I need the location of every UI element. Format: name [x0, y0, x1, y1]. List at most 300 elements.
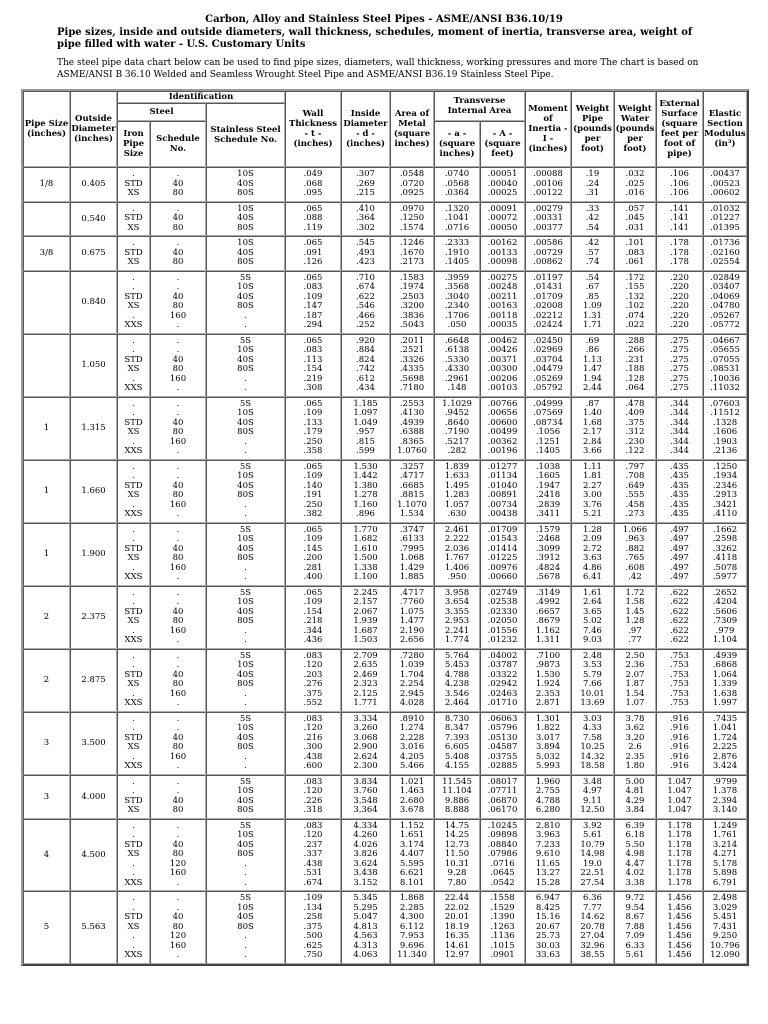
cell-weight-water-value: 4.98 — [625, 849, 645, 859]
cell-weight-pipe-value: 2.84 — [583, 436, 602, 447]
cell-section-modulus — [703, 775, 747, 819]
cell-wall-thickness-value: .187 — [303, 310, 323, 321]
cell-internal-area-sq-in-value: .1320 — [444, 203, 470, 214]
cell-wall-thickness-value: .065 — [303, 461, 323, 472]
cell-moment-inertia-value: .9873 — [535, 660, 561, 670]
cell-schedule-no-value: . — [176, 660, 180, 670]
cell-internal-area-sq-in-value: 3.958 — [444, 587, 470, 598]
cell-inside-diameter — [341, 397, 390, 460]
cell-wall-thickness — [285, 775, 341, 819]
cell-section-modulus-value: .2913 — [712, 490, 738, 500]
cell-section-modulus — [703, 271, 747, 334]
cell-moment-inertia-value: 25.73 — [535, 931, 561, 941]
cell-moment-inertia-value: 1.311 — [535, 635, 561, 645]
cell-weight-pipe — [571, 334, 614, 397]
cell-external-surface — [656, 649, 703, 712]
cell-inside-diameter-value: .307 — [356, 169, 375, 179]
cell-weight-pipe — [571, 775, 614, 819]
cell-weight-pipe-value: 1.40 — [583, 408, 602, 418]
cell-schedule-no-value: 80 — [172, 921, 184, 932]
cell-wall-thickness-value: .140 — [303, 480, 323, 491]
cell-inside-diameter-value: .546 — [356, 301, 375, 311]
cell-section-modulus-value: 4.271 — [712, 849, 738, 859]
cell-iron-pipe-size-value: STD — [124, 178, 143, 189]
cell-wall-thickness-value: .083 — [303, 345, 323, 355]
cell-stainless-schedule-value: 10S — [237, 345, 254, 355]
cell-inside-diameter-value: .674 — [356, 282, 375, 292]
cell-schedule-no-value: . — [176, 471, 180, 481]
cell-moment-inertia-value: .00088 — [533, 169, 563, 179]
cell-section-modulus — [703, 819, 747, 892]
cell-weight-pipe — [571, 271, 614, 334]
cell-iron-pipe-size-value: XS — [127, 427, 140, 437]
cell-inside-diameter — [341, 819, 390, 892]
cell-inside-diameter-value: 1.278 — [353, 490, 378, 500]
cell-iron-pipe-size — [117, 271, 150, 334]
cell-wall-thickness-value: .203 — [303, 669, 323, 680]
cell-section-modulus-value: .7309 — [712, 616, 738, 626]
cell-internal-area-sq-in — [434, 523, 480, 586]
cell-iron-pipe-size-value: XS — [127, 364, 140, 374]
cell-metal-area-value: .2521 — [399, 345, 425, 355]
cell-internal-area-sq-in-value: 2.036 — [444, 543, 470, 554]
cell-weight-pipe-value: 2.09 — [583, 534, 602, 544]
cell-section-modulus — [703, 397, 747, 460]
cell-metal-area-value: 1.885 — [399, 572, 425, 582]
cell-external-surface-value: .344 — [670, 446, 689, 456]
cell-internal-area-sq-ft — [480, 819, 525, 892]
cell-weight-water-value: .231 — [625, 354, 645, 365]
cell-moment-inertia — [525, 775, 571, 819]
cell-wall-thickness-value: .065 — [303, 238, 323, 248]
cell-wall-thickness — [285, 236, 341, 271]
cell-stainless-schedule-value: 40S — [237, 606, 254, 617]
cell-external-surface-value: .275 — [670, 383, 689, 393]
cell-metal-area-value: 4.205 — [399, 751, 425, 762]
cell-wall-thickness-value: .375 — [303, 688, 323, 699]
cell-metal-area-value: 5.595 — [399, 858, 425, 869]
cell-internal-area-sq-ft-value: .00051 — [487, 169, 518, 179]
cell-internal-area-sq-ft-value: .00035 — [487, 320, 518, 330]
cell-internal-area-sq-in-value: 1.767 — [444, 553, 470, 563]
cell-metal-area-value: 2.254 — [399, 679, 425, 689]
cell-stainless-schedule-value: 10S — [237, 534, 254, 544]
cell-external-surface-value: 1.178 — [667, 839, 692, 850]
cell-inside-diameter-value: 2.245 — [353, 587, 378, 598]
cell-metal-area-value: 2.945 — [399, 688, 425, 699]
cell-weight-pipe-value: 6.41 — [583, 572, 602, 582]
cell-internal-area-sq-ft-value: .10245 — [487, 820, 518, 831]
cell-internal-area-sq-in-value: 14.61 — [444, 940, 470, 951]
cell-schedule-no-value: 160 — [169, 499, 187, 510]
header-A-square-feet: - A - (square feet) — [480, 121, 525, 167]
cell-section-modulus-value: .04069 — [710, 291, 740, 302]
cell-metal-area-value: 2.190 — [399, 625, 425, 636]
cell-inside-diameter-value: .884 — [356, 345, 375, 355]
cell-weight-water-value: 5.61 — [625, 950, 645, 960]
cell-iron-pipe-size-value: XS — [127, 188, 140, 198]
cell-inside-diameter-value: 3.364 — [353, 805, 378, 815]
cell-internal-area-sq-ft-value: .00206 — [487, 373, 518, 384]
cell-section-modulus-value: .01736 — [710, 238, 740, 248]
cell-weight-water-value: .708 — [625, 471, 645, 481]
cell-schedule-no-value: . — [176, 877, 180, 888]
cell-weight-pipe-value: .54 — [585, 222, 600, 233]
cell-external-surface-value: 1.456 — [667, 902, 692, 913]
cell-weight-water-value: .608 — [625, 562, 645, 573]
cell-weight-water-value: .083 — [625, 247, 645, 258]
cell-external-surface — [656, 271, 703, 334]
cell-internal-area-sq-ft-value: .01134 — [487, 471, 518, 481]
cell-section-modulus — [703, 891, 747, 964]
cell-schedule-no-value: . — [176, 723, 180, 733]
cell-schedule-no-value: 160 — [169, 436, 187, 447]
cell-internal-area-sq-ft — [480, 236, 525, 271]
cell-weight-water-value: .963 — [625, 534, 645, 544]
cell-iron-pipe-size-value: XS — [127, 742, 140, 752]
cell-moment-inertia-value: .00331 — [533, 213, 563, 223]
cell-inside-diameter — [341, 334, 390, 397]
cell-inside-diameter-value: 2.469 — [353, 669, 378, 680]
cell-stainless-schedule-value: 80S — [237, 616, 254, 626]
cell-internal-area-sq-ft-value: .01709 — [487, 524, 518, 535]
cell-moment-inertia-value: 1.822 — [535, 723, 561, 733]
cell-schedule-no-value: 80 — [172, 188, 184, 198]
cell-weight-water-value: .273 — [625, 509, 645, 519]
cell-internal-area-sq-in-value: .3959 — [444, 272, 470, 283]
cell-inside-diameter — [341, 891, 390, 964]
cell-internal-area-sq-ft — [480, 649, 525, 712]
cell-moment-inertia — [525, 397, 571, 460]
cell-weight-pipe-value: 4.86 — [583, 562, 602, 573]
cell-wall-thickness-value: .091 — [303, 247, 323, 258]
cell-moment-inertia — [525, 460, 571, 523]
cell-weight-pipe — [571, 523, 614, 586]
cell-wall-thickness — [285, 202, 341, 237]
cell-external-surface-value: .141 — [670, 203, 689, 214]
cell-section-modulus — [703, 523, 747, 586]
cell-moment-inertia — [525, 712, 571, 775]
table-row — [23, 523, 747, 586]
cell-internal-area-sq-ft-value: .06870 — [487, 795, 518, 806]
cell-section-modulus-value: 2.498 — [712, 893, 738, 903]
cell-metal-area-value: .5698 — [399, 373, 425, 384]
cell-internal-area-sq-in-value: 4.238 — [444, 679, 470, 689]
cell-moment-inertia-value: .05269 — [533, 373, 563, 384]
cell-internal-area-sq-ft-value: .00275 — [487, 272, 518, 283]
cell-schedule-no-value: . — [176, 893, 180, 903]
cell-moment-inertia-value: .1579 — [535, 524, 561, 535]
cell-schedule-no-value: 160 — [169, 751, 187, 762]
cell-iron-pipe-size-value: STD — [124, 213, 143, 223]
cell-external-surface-value: .435 — [670, 480, 689, 491]
cell-external-surface — [656, 202, 703, 237]
cell-iron-pipe-size-value: XS — [127, 257, 140, 267]
cell-stainless-schedule-value: 5S — [239, 713, 252, 724]
cell-internal-area-sq-ft-value: .00362 — [487, 436, 518, 447]
cell-internal-area-sq-ft-value: .00025 — [487, 188, 518, 198]
cell-moment-inertia — [525, 649, 571, 712]
cell-weight-pipe-value: 6.36 — [583, 893, 602, 903]
cell-weight-pipe-value: 20.78 — [580, 921, 605, 932]
cell-schedule-no-value: 160 — [169, 310, 187, 321]
cell-internal-area-sq-in-value: 3.654 — [444, 597, 470, 607]
cell-moment-inertia-value: .00729 — [533, 247, 563, 258]
cell-wall-thickness-value: .500 — [303, 931, 323, 941]
cell-stainless-schedule-value: . — [244, 373, 247, 384]
cell-moment-inertia-value: .1605 — [535, 471, 561, 481]
cell-iron-pipe-size — [117, 712, 150, 775]
cell-internal-area-sq-in-value: .950 — [447, 572, 467, 582]
cell-internal-area-sq-ft-value: .09898 — [487, 830, 518, 840]
cell-metal-area-value: .3326 — [399, 354, 425, 365]
cell-iron-pipe-size-value: . — [132, 524, 135, 535]
cell-metal-area — [390, 334, 434, 397]
header-inside-diameter: Inside Diameter - d - (inches) — [341, 91, 390, 167]
cell-internal-area-sq-ft-value: .00426 — [487, 345, 518, 355]
cell-weight-pipe-value: .42 — [585, 213, 600, 223]
cell-metal-area — [390, 167, 434, 202]
document-title: Carbon, Alloy and Stainless Steel Pipes - ASME/ANSI B36.10/19 — [205, 14, 563, 25]
cell-internal-area-sq-in — [434, 775, 480, 819]
cell-internal-area-sq-ft-value: .00499 — [487, 427, 518, 437]
cell-weight-pipe-value: 27.04 — [580, 931, 605, 941]
cell-weight-water-value: .031 — [625, 222, 645, 233]
cell-inside-diameter-value: 5.345 — [353, 893, 378, 903]
cell-metal-area-value: 1.704 — [399, 669, 425, 680]
cell-internal-area-sq-ft-value: .01225 — [487, 553, 518, 563]
cell-schedule-no-value: 40 — [172, 417, 184, 428]
cell-schedule-no-value: 80 — [172, 742, 184, 752]
cell-internal-area-sq-ft-value: .1558 — [490, 893, 515, 903]
cell-schedule-no-value: . — [176, 635, 180, 645]
header-stainless-schedule: Stainless Steel Schedule No. — [206, 103, 285, 167]
cell-metal-area-value: .0548 — [399, 169, 425, 179]
cell-internal-area-sq-ft-value: .00462 — [487, 335, 518, 346]
pipe-data-table — [21, 89, 749, 966]
cell-moment-inertia-value: .3912 — [535, 553, 561, 563]
cell-iron-pipe-size-value: XXS — [124, 509, 143, 519]
cell-stainless-schedule — [206, 891, 285, 964]
cell-section-modulus-value: .01395 — [710, 222, 740, 233]
cell-inside-diameter-value: 3.548 — [353, 795, 378, 806]
cell-external-surface-value: .178 — [670, 238, 689, 248]
cell-stainless-schedule-value: 5S — [239, 776, 252, 787]
cell-weight-pipe-value: 18.58 — [580, 761, 605, 771]
cell-metal-area — [390, 775, 434, 819]
cell-wall-thickness-value: .088 — [303, 213, 323, 223]
cell-inside-diameter-value: 1.100 — [353, 572, 378, 582]
cell-moment-inertia-value: .00279 — [533, 203, 563, 214]
cell-inside-diameter — [341, 775, 390, 819]
cell-weight-pipe — [571, 891, 614, 964]
cell-internal-area-sq-in-value: 2.953 — [444, 616, 470, 626]
cell-moment-inertia-value: .02969 — [533, 345, 563, 355]
cell-internal-area-sq-ft — [480, 167, 525, 202]
cell-internal-area-sq-ft-value: .02050 — [487, 616, 518, 626]
cell-metal-area-value: .4717 — [399, 587, 425, 598]
cell-internal-area-sq-in-value: 6.605 — [444, 742, 470, 752]
cell-wall-thickness — [285, 649, 341, 712]
cell-inside-diameter-value: 2.709 — [353, 650, 378, 661]
cell-weight-water-value: 1.28 — [625, 616, 645, 626]
cell-wall-thickness — [285, 523, 341, 586]
cell-moment-inertia — [525, 167, 571, 202]
cell-wall-thickness-value: .145 — [303, 543, 323, 554]
cell-internal-area-sq-ft-value: .1390 — [490, 912, 515, 922]
cell-stainless-schedule-value: . — [244, 320, 247, 330]
cell-iron-pipe-size-value: XS — [127, 490, 140, 500]
cell-external-surface-value: .220 — [670, 320, 689, 330]
cell-iron-pipe-size-value: XXS — [124, 572, 143, 582]
cell-weight-pipe-value: 1.94 — [583, 373, 602, 384]
cell-metal-area-value: 11.340 — [397, 950, 427, 960]
cell-internal-area-sq-in-value: 11.50 — [444, 849, 470, 859]
cell-moment-inertia-value: 5.993 — [535, 761, 561, 771]
cell-metal-area-value: .0925 — [399, 188, 425, 198]
cell-external-surface-value: .344 — [670, 398, 689, 409]
cell-section-modulus-value: 12.090 — [710, 950, 740, 960]
cell-internal-area-sq-ft — [480, 397, 525, 460]
cell-section-modulus-value: .4204 — [712, 597, 738, 607]
cell-moment-inertia — [525, 334, 571, 397]
cell-external-surface-value: .622 — [670, 635, 689, 645]
cell-iron-pipe-size — [117, 167, 150, 202]
cell-section-modulus-value: 5.451 — [712, 912, 738, 922]
cell-moment-inertia-value: .4824 — [535, 562, 561, 573]
cell-section-modulus-value: .3262 — [712, 543, 738, 554]
cell-section-modulus-value: .00523 — [710, 178, 740, 189]
cell-weight-pipe-value: 22.51 — [580, 868, 605, 878]
cell-moment-inertia-value: .02450 — [533, 335, 563, 346]
cell-internal-area-sq-ft-value: .00656 — [487, 408, 518, 418]
cell-iron-pipe-size — [117, 460, 150, 523]
header-a-square-inches: - a - (square inches) — [434, 121, 480, 167]
cell-section-modulus-value: .1606 — [712, 427, 738, 437]
cell-section-modulus-value: .11032 — [710, 383, 740, 393]
cell-weight-water-value: .032 — [625, 169, 645, 179]
cell-internal-area-sq-ft — [480, 460, 525, 523]
table-row — [23, 271, 747, 334]
cell-section-modulus-value: .1903 — [712, 436, 738, 447]
cell-internal-area-sq-in-value: 16.35 — [444, 931, 470, 941]
cell-weight-water — [614, 819, 656, 892]
cell-weight-water-value: 7.88 — [625, 921, 645, 932]
cell-moment-inertia-value: .02424 — [533, 320, 563, 330]
cell-section-modulus — [703, 586, 747, 649]
cell-section-modulus — [703, 460, 747, 523]
cell-wall-thickness-value: .154 — [303, 606, 323, 617]
cell-wall-thickness-value: .600 — [303, 761, 323, 771]
cell-internal-area-sq-in-value: 1.774 — [444, 635, 470, 645]
cell-outside-diameter: 4.500 — [70, 819, 117, 892]
cell-moment-inertia-value: .00377 — [533, 222, 563, 233]
cell-stainless-schedule-value: 5S — [239, 461, 252, 472]
cell-wall-thickness-value: .179 — [303, 427, 323, 437]
cell-weight-water-value: .016 — [625, 188, 645, 198]
cell-stainless-schedule — [206, 819, 285, 892]
cell-external-surface-value: .220 — [670, 301, 689, 311]
cell-stainless-schedule-value: . — [244, 940, 247, 951]
cell-wall-thickness-value: .438 — [303, 858, 323, 869]
cell-section-modulus-value: 3.424 — [712, 761, 738, 771]
cell-weight-water-value: .42 — [628, 572, 642, 582]
cell-external-surface-value: .497 — [670, 543, 689, 554]
cell-weight-pipe — [571, 236, 614, 271]
cell-internal-area-sq-in-value: .6648 — [444, 335, 470, 346]
cell-metal-area-value: .3836 — [399, 310, 425, 321]
cell-iron-pipe-size-value: . — [132, 373, 135, 384]
cell-weight-water-value: .064 — [625, 383, 645, 393]
cell-pipe-size: 2 — [23, 586, 70, 649]
cell-moment-inertia — [525, 523, 571, 586]
cell-section-modulus-value: .01032 — [710, 203, 740, 214]
cell-weight-pipe — [571, 202, 614, 237]
cell-internal-area-sq-ft-value: .1136 — [490, 931, 515, 941]
cell-schedule-no-value: 160 — [169, 373, 187, 384]
cell-section-modulus-value: 9.250 — [712, 931, 738, 941]
cell-weight-pipe-value: 2.44 — [583, 383, 602, 393]
cell-outside-diameter: 1.660 — [70, 460, 117, 523]
cell-weight-water-value: .022 — [625, 320, 645, 330]
cell-external-surface-value: 1.456 — [667, 893, 692, 903]
cell-metal-area-value: 1.868 — [399, 893, 425, 903]
cell-metal-area-value: 9.696 — [399, 940, 425, 951]
cell-internal-area-sq-ft-value: .00163 — [487, 301, 518, 311]
cell-weight-water-value: 3.38 — [625, 877, 645, 888]
cell-external-surface-value: .753 — [670, 698, 689, 708]
cell-metal-area-value: .1974 — [399, 282, 425, 292]
cell-metal-area-value: .8365 — [399, 436, 425, 447]
cell-weight-water-value: .97 — [628, 625, 642, 636]
cell-internal-area-sq-in-value: 1.839 — [444, 461, 470, 472]
cell-moment-inertia-value: 6.280 — [535, 805, 561, 815]
cell-schedule-no — [150, 649, 206, 712]
cell-wall-thickness-value: .065 — [303, 203, 323, 214]
cell-moment-inertia-value: .03704 — [533, 354, 563, 365]
cell-section-modulus-value: .9799 — [712, 776, 738, 787]
cell-stainless-schedule — [206, 460, 285, 523]
cell-iron-pipe-size-value: XXS — [124, 446, 143, 456]
cell-inside-diameter-value: .622 — [356, 291, 375, 302]
cell-pipe-size: 1/8 — [23, 167, 70, 202]
cell-outside-diameter: 0.405 — [70, 167, 117, 202]
cell-weight-water-value: .230 — [625, 436, 645, 447]
cell-internal-area-sq-ft-value: .03787 — [487, 660, 518, 670]
cell-weight-water-value: .155 — [625, 282, 645, 292]
cell-section-modulus-value: 2.394 — [712, 795, 738, 806]
cell-moment-inertia-value: .7100 — [535, 650, 561, 661]
cell-section-modulus-value: .08531 — [710, 364, 740, 374]
cell-external-surface-value: .753 — [670, 679, 689, 689]
cell-moment-inertia-value: .2418 — [535, 490, 561, 500]
cell-iron-pipe-size-value: XXS — [124, 635, 143, 645]
cell-moment-inertia-value: 1.924 — [535, 679, 561, 689]
cell-section-modulus — [703, 167, 747, 202]
cell-external-surface-value: .106 — [670, 169, 689, 179]
cell-schedule-no-value: 80 — [172, 427, 184, 437]
cell-iron-pipe-size-value: . — [132, 820, 135, 831]
cell-metal-area-value: 1.534 — [399, 509, 425, 519]
cell-wall-thickness-value: .276 — [303, 679, 323, 689]
cell-internal-area-sq-ft-value: .05796 — [487, 723, 518, 733]
cell-internal-area-sq-ft-value: .0645 — [490, 868, 515, 878]
cell-weight-pipe-value: 12.50 — [580, 805, 605, 815]
cell-schedule-no-value: . — [176, 461, 180, 472]
cell-weight-water-value: .025 — [625, 178, 645, 189]
cell-internal-area-sq-in-value: .9452 — [444, 408, 470, 418]
cell-weight-pipe-value: 9.11 — [583, 795, 602, 806]
